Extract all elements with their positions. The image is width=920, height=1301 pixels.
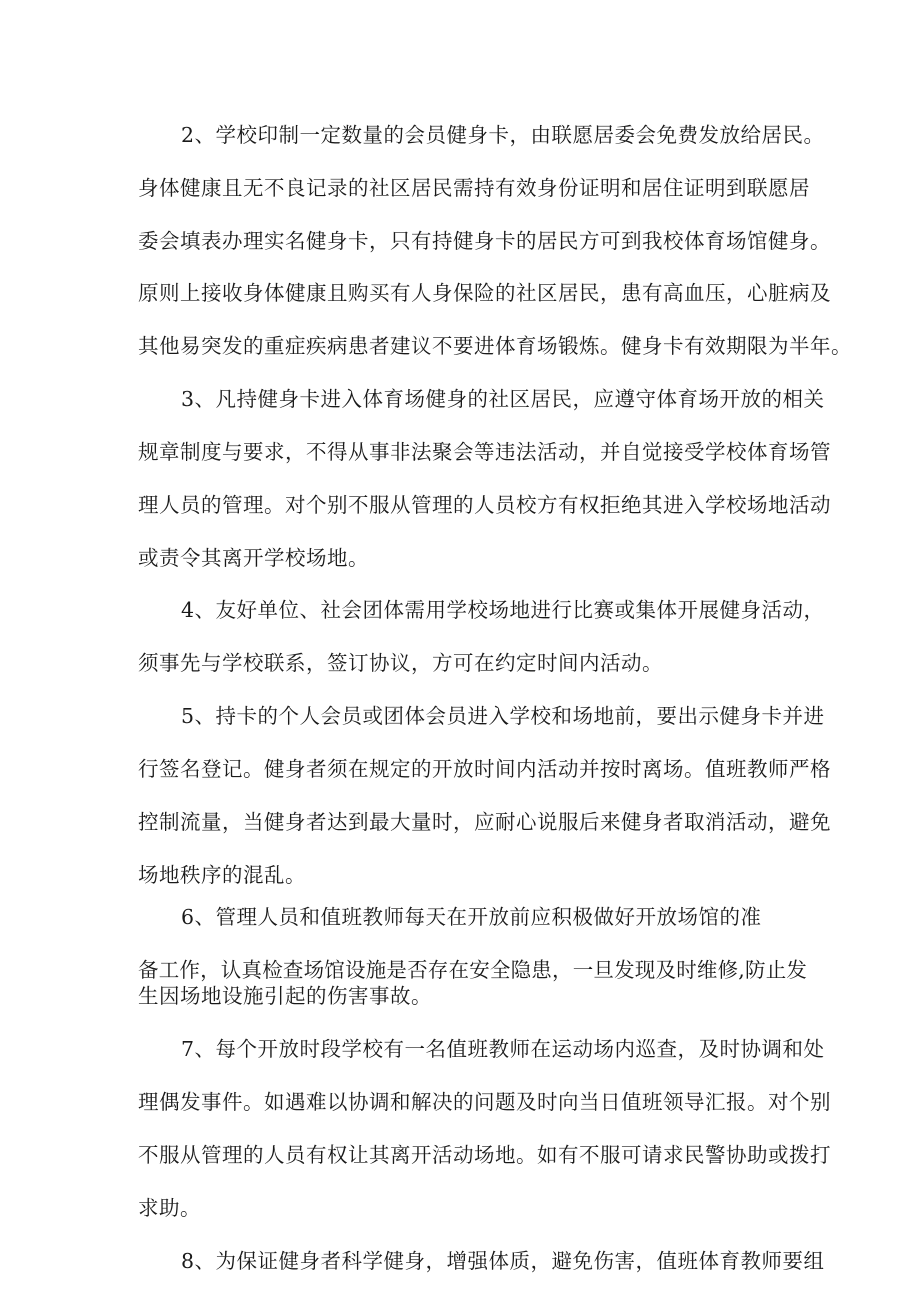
text-line: 身体健康且无不良记录的社区居民需持有效身份证明和居住证明到联愿居	[138, 176, 810, 200]
text-line: 3、凡持健身卡进入体育场健身的社区居民，应遵守体育场开放的相关	[181, 387, 825, 411]
text-line: 8、为保证健身者科学健身，增强体质，避免伤害，值班体育教师要组	[181, 1249, 825, 1273]
text-line: 不服从管理的人员有权让其离开活动场地。如有不服可请求民警协助或拨打	[138, 1143, 831, 1167]
text-line: 控制流量，当健身者达到最大量时，应耐心说服后来健身者取消活动，避免	[138, 810, 831, 834]
text-line: 7、每个开放时段学校有一名值班教师在运动场内巡查，及时协调和处	[181, 1037, 825, 1061]
text-line: 生因场地设施引起的伤害事故。	[138, 984, 432, 1008]
text-line: 须事先与学校联系，签订协议，方可在约定时间内活动。	[138, 651, 663, 675]
text-line: 2、学校印制一定数量的会员健身卡，由联愿居委会免费发放给居民。	[181, 123, 825, 147]
text-line: 备工作，认真检查场馆设施是否存在安全隐患，一旦发现及时维修,防止发	[138, 958, 808, 982]
text-line: 行签名登记。健身者须在规定的开放时间内活动并按时离场。值班教师严格	[138, 757, 831, 781]
text-line: 4、友好单位、社会团体需用学校场地进行比赛或集体开展健身活动，	[181, 598, 825, 622]
text-line: 求助。	[138, 1196, 201, 1220]
text-line: 场地秩序的混乱。	[138, 863, 306, 887]
text-line: 其他易突发的重症疾病患者建议不要进体育场锻炼。健身卡有效期限为半年。	[138, 334, 852, 358]
text-line: 委会填表办理实名健身卡，只有持健身卡的居民方可到我校体育场馆健身。	[138, 229, 831, 253]
text-line: 原则上接收身体健康且购买有人身保险的社区居民，患有高血压，心脏病及	[138, 281, 831, 305]
text-line: 或责令其离开学校场地。	[138, 546, 369, 570]
text-line: 理人员的管理。对个别不服从管理的人员校方有权拒绝其进入学校场地活动	[138, 493, 831, 517]
text-line: 5、持卡的个人会员或团体会员进入学校和场地前，要出示健身卡并进	[181, 704, 825, 728]
text-line: 理偶发事件。如遇难以协调和解决的问题及时向当日值班领导汇报。对个别	[138, 1090, 831, 1114]
text-line: 6、管理人员和值班教师每天在开放前应积极做好开放场馆的准	[181, 905, 762, 929]
text-line: 规章制度与要求，不得从事非法聚会等违法活动，并自觉接受学校体育场管	[138, 440, 831, 464]
